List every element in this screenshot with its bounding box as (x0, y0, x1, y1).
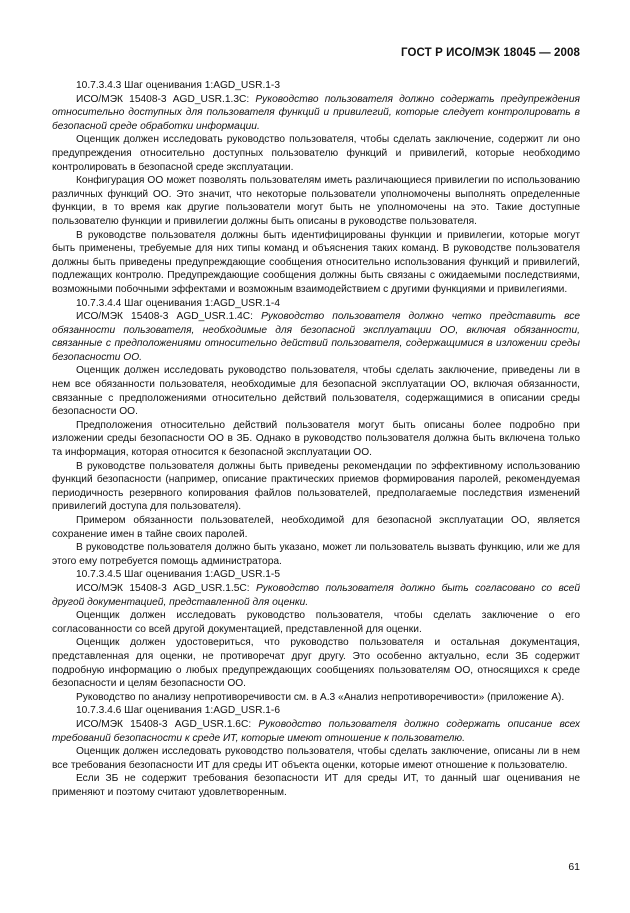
requirement-reference: ИСО/МЭК 15408-3 AGD_USR.1.3C: (76, 93, 256, 105)
requirement-text: Руководство пользователя должно быть согласовано со всей другой документацией, представленной для оценки. (52, 582, 581, 608)
body-paragraph: Примером обязанности пользователей, необходимой для безопасной эксплуатации ОО, является сохранение имен в тайне своих паролей. (52, 515, 580, 540)
requirement-reference: ИСО/МЭК 15408-3 AGD_USR.1.6C: (76, 718, 259, 730)
requirement-reference: ИСО/МЭК 15408-3 AGD_USR.1.4C: (76, 311, 262, 323)
body-paragraph: В руководстве пользователя должно быть указано, может ли пользователь вызвать функцию, или же для этого ему потребуется помощь администратора. (52, 542, 580, 567)
body-paragraph: Оценщик должен удостовериться, что руководство пользователя и остальная документация, представленная для оценки, не противоречат друг другу. Это особенно актуально, если ЗБ содержит подробную информацию о любых предупреждающих сообщениях пользователям ОО, относящихся к среде безопасности и целям безопасности ОО. (52, 637, 580, 690)
body-paragraph: В руководстве пользователя должны быть идентифицированы функции и привилегии, которые могут быть применены, требуемые для них типы команд и объяснения таких команд. В руководстве пользователя должны быть приведены предупреждающие сообщения относительно использования функций и привилегий, подлежащих контролю. Предупреждающие сообщения должны быть связаны с ожидаемыми последствиями, возможными побочными эффектами и возможным взаимодействием с другими функциями и привилегиями. (52, 229, 580, 295)
requirement-paragraph (52, 582, 580, 609)
evaluation-step-heading: 10.7.3.4.4 Шаг оценивания 1:AGD_USR.1-4 (76, 297, 280, 309)
requirement-text: Руководство пользователя должно четко представить все обязанности пользователя, необходимые для безопасной эксплуатации ОО, включая обязанности, связанные с предположениями относительно действий пользователя, содержащимися в изложении среды безопасности ОО. (52, 311, 580, 363)
requirement-text: Руководство пользователя должно содержать предупреждения относительно доступных для пользователя функций и привилегий, которые следует контролировать в безопасной среде обработки информации. (52, 93, 580, 132)
body-paragraph: В руководстве пользователя должны быть приведены рекомендации по эффективному использованию функций безопасности (например, описание практических приемов формирования паролей, рекомендуемая периодичность резервного копирования файлов пользователей, предполагаемые последствия изменений привилегий доступа для пользователя). (52, 460, 580, 513)
body-paragraph: Руководство по анализу непротиворечивости см. в А.3 «Анализ непротиворечивости» (приложение А). (76, 691, 565, 703)
body-paragraph: Оценщик должен исследовать руководство пользователя, чтобы сделать заключение, содержит ли оно предупреждения относительно доступных пользователю функций и привилегий, которые необходимо контролировать в безопасной среде эксплуатации. (52, 134, 580, 173)
requirement-paragraph (52, 310, 580, 364)
document-body (52, 79, 580, 799)
body-paragraph: Оценщик должен исследовать руководство пользователя, чтобы сделать заключение, приведены ли в нем все обязанности пользователя, необходимые для безопасной эксплуатации ОО, включая обязанности, связанные с предположениями относительно действий пользователя, содержащимися в описании среды безопасности ОО. (52, 365, 580, 418)
evaluation-step-heading: 10.7.3.4.5 Шаг оценивания 1:AGD_USR.1-5 (76, 569, 280, 581)
body-paragraph: Если ЗБ не содержит требования безопасности ИТ для среды ИТ, то данный шаг оценивания не применяют и поэтому считают удовлетворенным. (52, 773, 580, 798)
evaluation-step-heading: 10.7.3.4.6 Шаг оценивания 1:AGD_USR.1-6 (76, 705, 280, 717)
requirement-paragraph (52, 718, 580, 745)
requirement-paragraph (52, 93, 580, 134)
requirement-reference: ИСО/МЭК 15408-3 AGD_USR.1.5C: (76, 582, 256, 594)
body-paragraph: Предположения относительно действий пользователя могут быть описаны более подробно при изложении среды безопасности ОО в ЗБ. Однако в руководство пользователя должна быть включена только та информация, которая относится к безопасной эксплуатации ОО. (52, 419, 580, 459)
body-paragraph: Оценщик должен исследовать руководство пользователя, чтобы сделать заключение о его согласованности со всей другой документацией, представленной для оценки. (52, 610, 580, 635)
document-header: ГОСТ Р ИСО/МЭК 18045 — 2008 (401, 47, 580, 59)
evaluation-step-heading: 10.7.3.4.3 Шаг оценивания 1:AGD_USR.1-3 (76, 80, 280, 91)
requirement-text: Руководство пользователя должно содержать описание всех требований безопасности к среде ИТ, которые имеют отношение к пользователю. (52, 718, 580, 744)
body-paragraph: Оценщик должен исследовать руководство пользователя, чтобы сделать заключение, описаны ли в нем все требования безопасности ИТ для среды ИТ объекта оценки, которые имеют отношение к пользователю. (52, 746, 580, 771)
body-paragraph: Конфигурация ОО может позволять пользователям иметь различающиеся привилегии по использованию различных функций ОО. Это значит, что некоторые пользователи уполномочены выполнять определенные функции, в то время как другие пользователи могут быть не уполномочены на это. Такие доступные пользователю функции и привилегии должны быть описаны в руководстве пользователя. (52, 175, 580, 227)
page-number: 61 (568, 861, 580, 873)
